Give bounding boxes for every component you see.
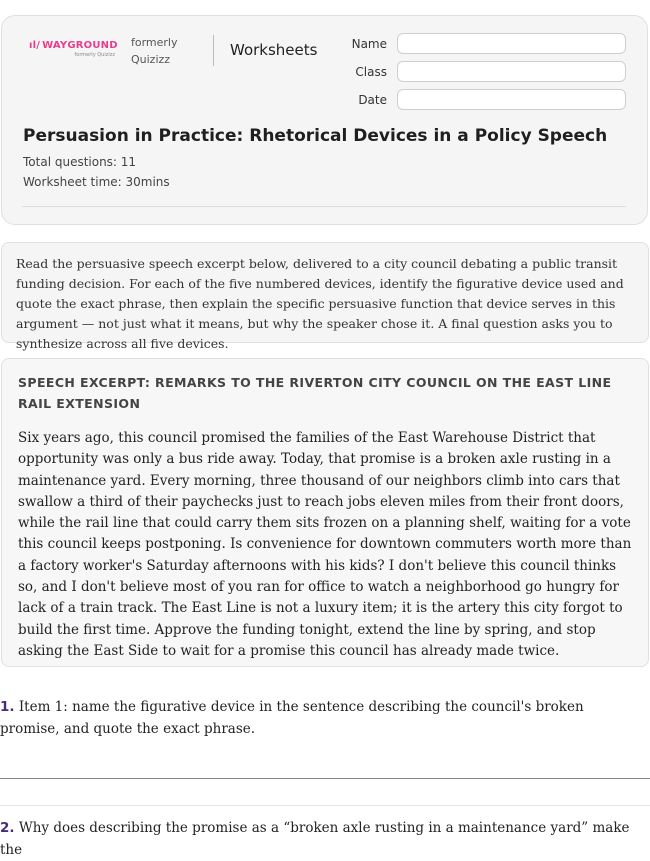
total-questions: Total questions: 11 [23,155,137,169]
speech-excerpt-card [1,358,649,667]
speech-body: Six years ago, this council promised the families of the East Warehouse District that opportunity was only a bus ride away. Today, that promise is a broken axle rusting in a maintenance yard. Every morning, three thousand of our neighbors climb into cars that swallow a third of their paychecks just to reach jobs eleven miles from their front doors, while the rail line that could carry them sits frozen on a planning shelf, waiting for a vote this council keeps postponing. Is convenience for downtown commuters worth more than a factory worker's Saturday afternoons with his kids? I don't believe this council thinks so, and I don't believe most of you ran for office to watch a neighborhood go hungry for lack of a train track. The East Line is not a luxury item; it is the artery this city forgot to build the first time. Approve the funding tonight, extend the line by spring, and stop asking the East Side to wait for a promise this council has already made twice. [18,430,632,659]
question-text: Why does describing the promise as a “broken axle rusting in a maintenance yard” make the [0,820,630,858]
wayground-logo: ıl/ WAYGROUND formerly Quizizz [29,40,118,58]
name-label: Name [351,37,387,51]
section-title: Worksheets [230,41,318,59]
instructions-text: Read the persuasive speech excerpt below, delivered to a city council debating a public transit funding decision. For each of the five numbered devices, identify the figurative device used and quote the exact phrase, then explain the specific persuasive function that device serves in this argument — not just what it means, but why the speaker chose it. A final question asks you to synthesize across all five devices. [16,256,624,351]
question-separator [0,805,650,806]
logo-subtext: formerly Quizizz [74,52,115,58]
question-2 [0,817,640,861]
header-divider [213,35,214,66]
name-field[interactable] [397,33,626,54]
question-number: 2. [0,820,15,836]
header-divider-line [22,206,626,207]
formerly-quizizz-label: formerly Quizizz [131,36,178,66]
wayground-mark-icon: ıl/ [29,40,41,51]
question-text: Item 1: name the figurative device in the sentence describing the council's broken promise, and quote the exact phrase. [0,699,584,737]
question-1 [0,696,640,740]
answer-line[interactable] [0,778,650,779]
question-number: 1. [0,699,15,715]
speech-heading: SPEECH EXCERPT: REMARKS TO THE RIVERTON CITY COUNCIL ON THE EAST LINE RAIL EXTENSION [18,375,612,411]
instructions-card [1,242,649,351]
date-field[interactable] [397,89,626,110]
worksheet-time: Worksheet time: 30mins [23,175,170,189]
date-label: Date [358,93,387,107]
class-label: Class [355,65,387,79]
worksheet-title: Persuasion in Practice: Rhetorical Devices in a Policy Speech [23,126,608,146]
class-field[interactable] [397,61,626,82]
